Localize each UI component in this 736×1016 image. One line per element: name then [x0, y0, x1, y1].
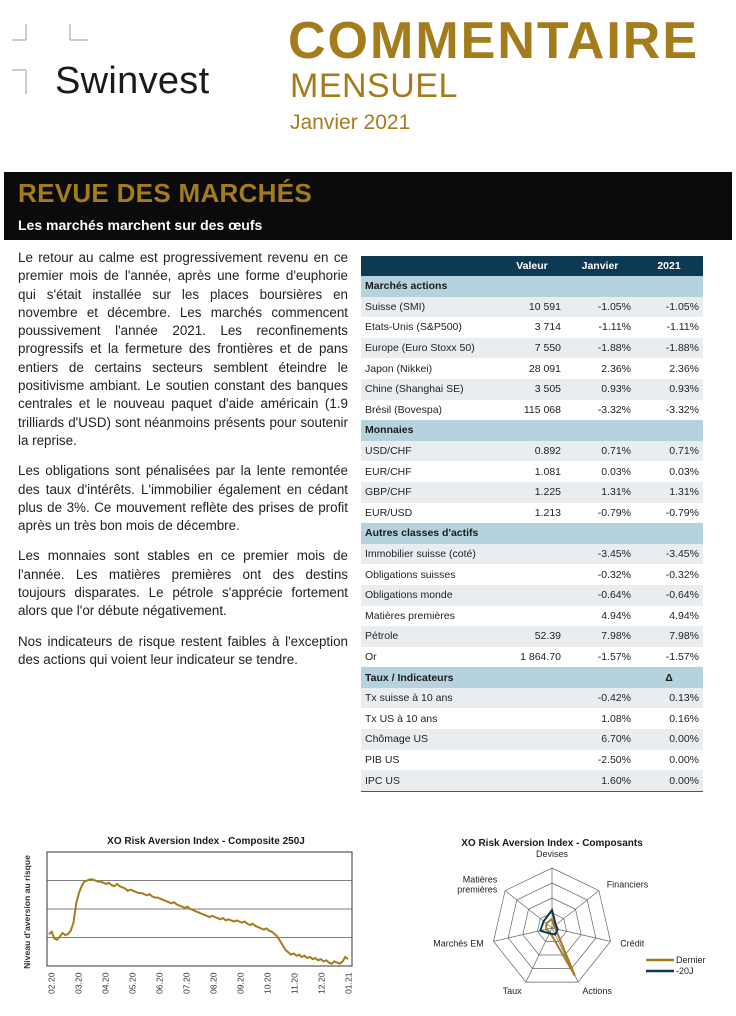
x-tick-label: 12.20	[316, 972, 327, 994]
radar-axis-label: Matières premières	[457, 874, 498, 895]
row-ytd-change: 0.03%	[635, 461, 703, 482]
row-label: Immobilier suisse (coté)	[361, 544, 499, 565]
row-value	[499, 564, 565, 585]
x-tick-label: 02.20	[46, 972, 57, 994]
row-label: Matières premières	[361, 606, 499, 627]
row-label: Tx suisse à 10 ans	[361, 688, 499, 709]
table-header-row	[361, 256, 703, 276]
section-label: Monnaies	[361, 420, 635, 441]
chart-legend	[646, 955, 706, 976]
radar-spoke	[494, 928, 552, 941]
table-header: 2021	[635, 256, 703, 276]
row-label: Obligations suisses	[361, 564, 499, 585]
row-label: PIB US	[361, 750, 499, 771]
row-ytd-change: 1.31%	[635, 482, 703, 503]
article-paragraph: Les obligations sont pénalisées par la lente remontée des taux d'intérêts. L'immobilier également en cédant plus de 3%. Ce mouvement reflète des prises de profit après un très bon mois de décembre.	[18, 463, 348, 534]
x-tick-label: 09.20	[235, 972, 246, 994]
radar-axis-label: Devises	[535, 849, 569, 859]
markets-table	[361, 256, 703, 792]
x-tick-label: 04.20	[100, 972, 111, 994]
section-title: REVUE DES MARCHÉS	[18, 178, 313, 208]
radar-axis-label: Financiers	[606, 879, 649, 890]
row-ytd-change: 0.93%	[635, 379, 703, 400]
article-paragraph: Le retour au calme est progressivement revenu en ce premier mois de l'année, après une forme d'euphorie qui s'était installée sur les places boursières en novembre et décembre. Les marchés commencent poussivement l'année 2021. Les reconfinements progressifs et la fermeture des frontières et de pans entiers de certains secteurs semblent éteindre le positivisme ambiant. Le soutien constant des banques centrales et le nouveau paquet d'aide américain (1.9 trilliards d'USD) sont néanmoins présents pour soutenir la reprise.	[18, 250, 348, 448]
row-label: Or	[361, 647, 499, 668]
row-month-change: -0.79%	[565, 503, 635, 524]
row-value: 1.081	[499, 461, 565, 482]
row-ytd-change: -1.11%	[635, 317, 703, 338]
row-ytd-change: 4.94%	[635, 606, 703, 627]
row-month-change: -0.64%	[565, 585, 635, 606]
table-row	[361, 564, 703, 585]
table-section-row	[361, 667, 703, 688]
y-axis-label: Niveau d'aversion au risque	[22, 855, 32, 969]
row-label: Etats-Unis (S&P500)	[361, 317, 499, 338]
x-tick-label: 06.20	[154, 972, 165, 994]
x-tick-label: 08.20	[208, 972, 219, 994]
row-value: 3 714	[499, 317, 565, 338]
section-label: Taux / Indicateurs	[361, 667, 635, 688]
radar-spoke	[552, 891, 599, 928]
row-value: 10 591	[499, 297, 565, 318]
row-month-change: 7.98%	[565, 626, 635, 647]
publication-date: Janvier 2021	[290, 111, 411, 134]
row-month-change: -0.32%	[565, 564, 635, 585]
page-subtitle: MENSUEL	[290, 67, 458, 105]
table-row	[361, 606, 703, 627]
row-label: Obligations monde	[361, 585, 499, 606]
row-label: GBP/CHF	[361, 482, 499, 503]
table-row	[361, 482, 703, 503]
row-value: 52.39	[499, 626, 565, 647]
row-label: EUR/USD	[361, 503, 499, 524]
row-value	[499, 770, 565, 791]
table-row	[361, 750, 703, 771]
table-row	[361, 358, 703, 379]
page-title: COMMENTAIRE	[288, 12, 700, 70]
row-label: Pétrole	[361, 626, 499, 647]
row-ytd-change: -1.57%	[635, 647, 703, 668]
chart-title: XO Risk Aversion Index - Composants	[461, 838, 643, 849]
x-tick-label: 03.20	[73, 972, 84, 994]
row-value: 28 091	[499, 358, 565, 379]
table-row	[361, 317, 703, 338]
row-ytd-change: 0.13%	[635, 688, 703, 709]
row-label: Brésil (Bovespa)	[361, 400, 499, 421]
row-label: Europe (Euro Stoxx 50)	[361, 338, 499, 359]
row-ytd-change: 7.98%	[635, 626, 703, 647]
row-value: 1 864.70	[499, 647, 565, 668]
radar-spoke	[505, 891, 552, 928]
row-ytd-change: 0.00%	[635, 729, 703, 750]
table-row	[361, 729, 703, 750]
row-month-change: 0.71%	[565, 441, 635, 462]
row-month-change: -0.42%	[565, 688, 635, 709]
row-ytd-change: -1.88%	[635, 338, 703, 359]
row-ytd-change: 0.00%	[635, 770, 703, 791]
table-section-row	[361, 523, 703, 544]
article-paragraph: Nos indicateurs de risque restent faibles à l'exception des actions qui voient leur indicateur se tendre.	[18, 633, 348, 667]
row-value: 3 505	[499, 379, 565, 400]
section-label: Autres classes d'actifs	[361, 523, 635, 544]
row-ytd-change: -0.79%	[635, 503, 703, 524]
legend-label: -20J	[676, 966, 694, 976]
table-row	[361, 647, 703, 668]
table-row	[361, 338, 703, 359]
row-label: EUR/CHF	[361, 461, 499, 482]
row-ytd-change: -3.45%	[635, 544, 703, 565]
row-value	[499, 708, 565, 729]
row-month-change: 1.31%	[565, 482, 635, 503]
table-header: Janvier	[565, 256, 635, 276]
table-header	[361, 256, 499, 276]
row-month-change: -2.50%	[565, 750, 635, 771]
row-ytd-change: 0.00%	[635, 750, 703, 771]
row-ytd-change: 0.16%	[635, 708, 703, 729]
row-value: 7 550	[499, 338, 565, 359]
row-month-change: 0.03%	[565, 461, 635, 482]
row-label: Suisse (SMI)	[361, 297, 499, 318]
row-month-change: 2.36%	[565, 358, 635, 379]
table-row	[361, 297, 703, 318]
section-extra	[635, 276, 703, 297]
row-label: Tx US à 10 ans	[361, 708, 499, 729]
row-ytd-change: -0.64%	[635, 585, 703, 606]
row-month-change: -1.57%	[565, 647, 635, 668]
x-tick-label: 11.20	[289, 973, 300, 994]
row-ytd-change: 2.36%	[635, 358, 703, 379]
table-section-row	[361, 420, 703, 441]
table-row	[361, 544, 703, 565]
row-month-change: -1.11%	[565, 317, 635, 338]
radar-axis-label: Marchés EM	[433, 938, 484, 949]
table-row	[361, 626, 703, 647]
row-ytd-change: -0.32%	[635, 564, 703, 585]
row-label: IPC US	[361, 770, 499, 791]
section-subtitle: Les marchés marchent sur des œufs	[18, 217, 263, 233]
row-value: 1.213	[499, 503, 565, 524]
table-row	[361, 503, 703, 524]
table-row	[361, 461, 703, 482]
composite-series-line	[49, 879, 348, 963]
legend-label: Dernier	[676, 955, 706, 965]
row-value	[499, 585, 565, 606]
x-tick-label: 10.20	[262, 972, 273, 994]
row-month-change: 1.60%	[565, 770, 635, 791]
row-month-change: 1.08%	[565, 708, 635, 729]
x-tick-label: 01.21	[343, 972, 354, 994]
x-tick-label: 07.20	[181, 972, 192, 994]
row-ytd-change: -3.32%	[635, 400, 703, 421]
chart-title: XO Risk Aversion Index - Composite 250J	[107, 836, 305, 847]
table-header: Valeur	[499, 256, 565, 276]
table-row	[361, 441, 703, 462]
row-value	[499, 544, 565, 565]
row-value: 0.892	[499, 441, 565, 462]
row-value	[499, 606, 565, 627]
components-radar-chart	[424, 832, 736, 1008]
brand-name: Swinvest	[55, 60, 210, 102]
row-month-change: -3.45%	[565, 544, 635, 565]
row-ytd-change: -1.05%	[635, 297, 703, 318]
x-tick-label: 05.20	[127, 972, 138, 994]
table-row	[361, 688, 703, 709]
section-extra: Δ	[635, 667, 703, 688]
table-row	[361, 708, 703, 729]
row-value: 1.225	[499, 482, 565, 503]
radar-series-dernier	[546, 919, 575, 976]
row-month-change: -3.32%	[565, 400, 635, 421]
composite-index-chart	[16, 832, 361, 1008]
table-row	[361, 400, 703, 421]
table-row	[361, 379, 703, 400]
article-paragraph: Les monnaies sont stables en ce premier mois de l'année. Les matières premières ont des destins toujours disparates. Le pétrole s'apprécie fortement alors que l'or débute négativement.	[18, 548, 348, 619]
row-value: 115 068	[499, 400, 565, 421]
table-section-row	[361, 276, 703, 297]
row-month-change: 4.94%	[565, 606, 635, 627]
row-label: Japon (Nikkei)	[361, 358, 499, 379]
row-label: USD/CHF	[361, 441, 499, 462]
row-label: Chine (Shanghai SE)	[361, 379, 499, 400]
row-month-change: -1.88%	[565, 338, 635, 359]
row-month-change: 6.70%	[565, 729, 635, 750]
row-value	[499, 688, 565, 709]
radar-axis-label: Taux	[502, 986, 522, 997]
row-label: Chômage US	[361, 729, 499, 750]
table-row	[361, 585, 703, 606]
table-row	[361, 770, 703, 791]
row-ytd-change: 0.71%	[635, 441, 703, 462]
row-month-change: 0.93%	[565, 379, 635, 400]
radar-axis-label: Crédit	[620, 938, 645, 949]
row-value	[499, 729, 565, 750]
section-label: Marchés actions	[361, 276, 635, 297]
section-extra	[635, 523, 703, 544]
section-extra	[635, 420, 703, 441]
radar-axis-label: Actions	[582, 986, 612, 997]
row-month-change: -1.05%	[565, 297, 635, 318]
article-body	[18, 249, 348, 681]
row-value	[499, 750, 565, 771]
